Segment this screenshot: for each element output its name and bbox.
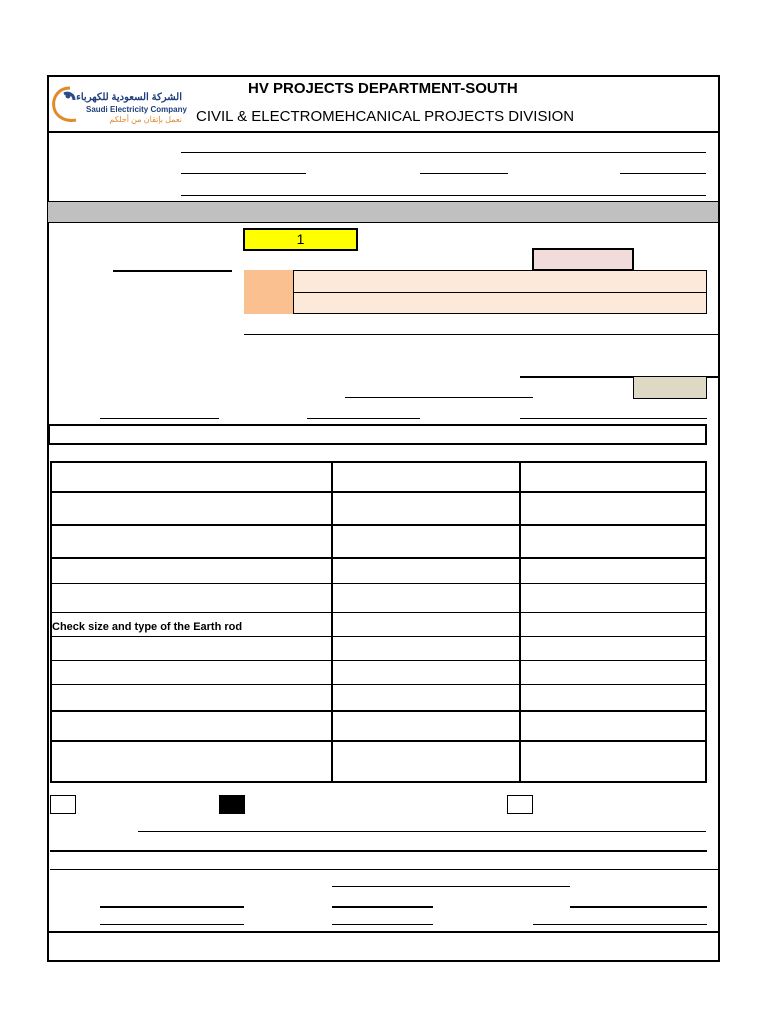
blank-line[interactable] [100, 418, 219, 419]
checkbox-checked[interactable] [219, 795, 245, 814]
blank-line[interactable] [307, 418, 420, 419]
blank-line[interactable] [345, 397, 533, 398]
blank-line[interactable] [181, 173, 306, 174]
checkbox[interactable] [507, 795, 533, 814]
checklist-item: Check size and type of the Earth rod [52, 621, 243, 633]
blank-line[interactable] [181, 152, 706, 153]
section-title-box [48, 424, 707, 445]
blank-line[interactable] [181, 195, 706, 196]
column-divider [331, 461, 333, 783]
row-line [50, 740, 707, 742]
row-line [50, 583, 707, 584]
section-divider [50, 869, 718, 870]
page-subtitle: CIVIL & ELECTROMEHCANICAL PROJECTS DIVISION [196, 108, 575, 125]
blank-line[interactable] [113, 270, 232, 272]
signature-line[interactable] [533, 924, 707, 925]
header-divider [48, 131, 718, 133]
blank-line[interactable] [138, 831, 706, 832]
blank-line[interactable] [520, 418, 707, 419]
signature-line[interactable] [570, 906, 707, 908]
signature-line[interactable] [100, 906, 244, 908]
section-divider [50, 850, 707, 852]
company-logo [50, 82, 190, 126]
signature-line[interactable] [332, 886, 570, 887]
column-divider [519, 461, 521, 783]
row-line [50, 710, 707, 712]
checkbox[interactable] [50, 795, 76, 814]
beige-box[interactable] [633, 376, 707, 399]
row-line [50, 684, 707, 685]
row-line [50, 557, 707, 559]
blank-line[interactable] [244, 334, 718, 335]
header-row-line [50, 491, 707, 493]
blank-line[interactable] [620, 173, 706, 174]
row-line [50, 524, 707, 526]
peach-cell [244, 270, 293, 314]
light-peach-row-2[interactable] [293, 292, 707, 314]
logo-english-name: Saudi Electricity Company [86, 105, 187, 114]
page-title: HV PROJECTS DEPARTMENT-SOUTH [248, 80, 518, 97]
logo-swirl-icon [50, 82, 90, 124]
section-band [48, 201, 718, 223]
row-line [50, 636, 707, 637]
signature-line[interactable] [100, 924, 244, 925]
row-line [50, 612, 707, 613]
number-value: 1 [296, 231, 305, 247]
signature-line[interactable] [332, 924, 433, 925]
light-peach-row-1[interactable] [293, 270, 707, 293]
signature-line[interactable] [332, 906, 433, 908]
row-line [50, 660, 707, 661]
number-box[interactable] [243, 228, 358, 251]
pink-box[interactable] [532, 248, 634, 271]
logo-arabic-name: الشركة السعودية للكهرباء [76, 92, 182, 103]
logo-arabic-tagline: نعمل بإتقان من أجلكم [109, 115, 182, 124]
blank-line[interactable] [420, 173, 508, 174]
footer-divider [48, 931, 718, 933]
